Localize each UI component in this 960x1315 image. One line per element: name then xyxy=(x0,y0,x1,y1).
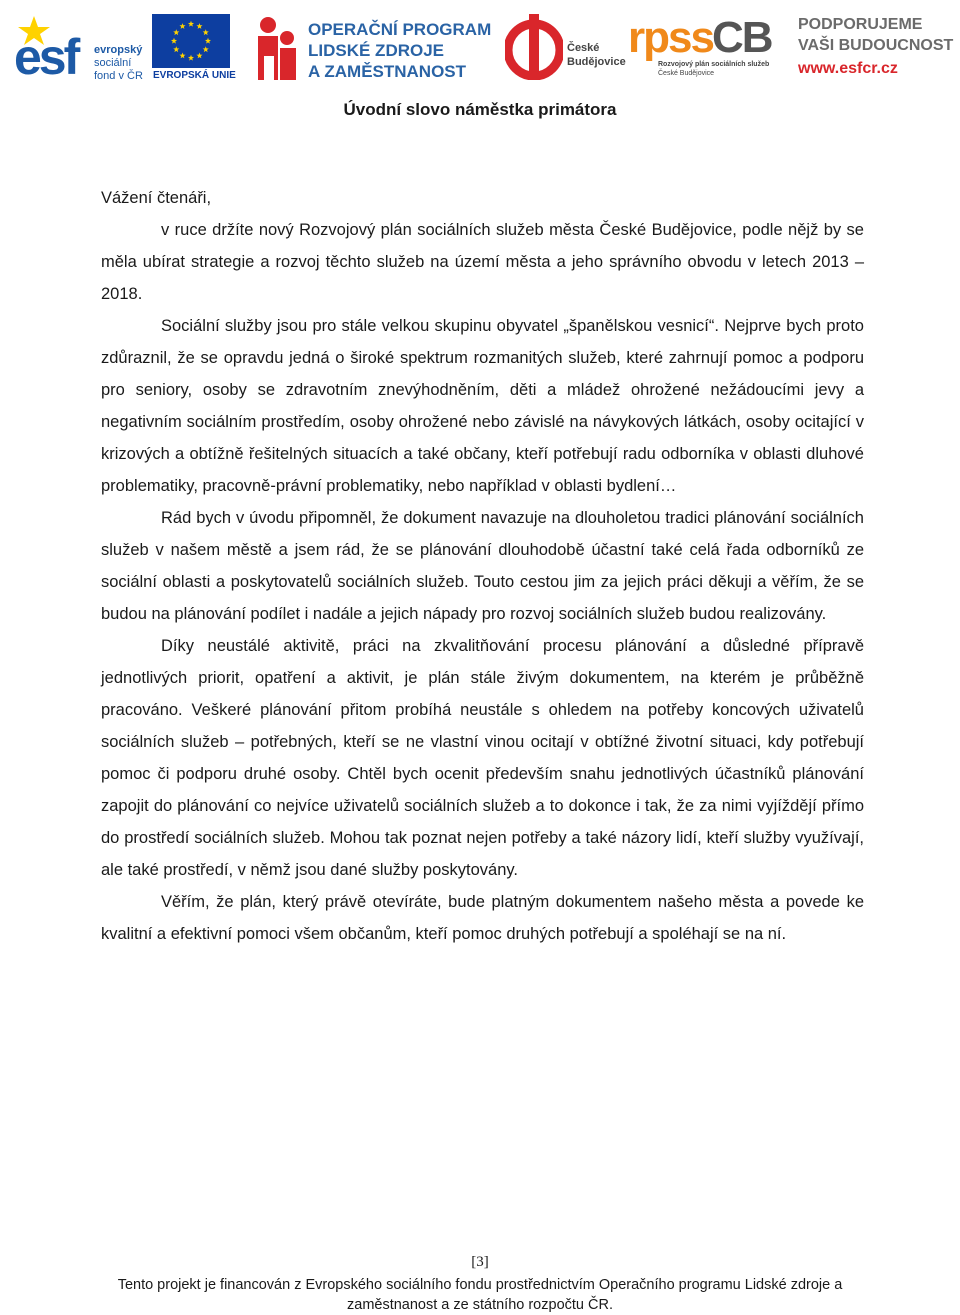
paragraph: Díky neustálé aktivitě, práci na zkvalitňování procesu plánování a důsledné přípravě jednotlivých priorit, opatření a aktivit, je plán stále živým dokumentem, na kterém je průběžně pracováno. Veškeré plánování přitom probíhá neustále s ohledem na potřeby koncových uživatelů sociálních služeb – potřebných, kteří se ne vlastní vinou ocitají v obtížné životní situaci, kdy potřebují pomoc či podporu druhé osoby. Chtěl bych ocenit především snahu jednotlivých účastníků plánování zapojit do plánování co nejvíce uživatelů sociálních služeb a to dokonce i tak, že za nimi vyjíždějí přímo do prostředí sociálních služeb. Mohou tak poznat nejen potřeby a také názory lidí, kteří služby využívají, ale také prostředí, v němž jsou dané služby poskytovány. xyxy=(101,637,864,879)
esf-logo xyxy=(14,14,149,85)
eu-logo xyxy=(152,14,236,82)
footer-line: Tento projekt je financován z Evropského sociálního fondu prostřednictvím Operačního programu Lidské zdroje a xyxy=(117,1277,843,1293)
rpss-text-line1: Rozvojový plán sociálních služeb xyxy=(658,61,770,68)
rpss-wordmark: rpss xyxy=(628,13,713,62)
esf-text-line2: sociální xyxy=(94,57,132,69)
rpss-logo xyxy=(628,14,773,84)
esf-text-line1: evropský xyxy=(94,44,143,56)
footer-line: zaměstnanost a ze státního rozpočtu ČR. xyxy=(347,1297,613,1313)
paragraph: v ruce držíte nový Rozvojový plán sociálních služeb města České Budějovice, podle nějž by se měla ubírat strategie a rozvoj těchto služeb na území města a jeho správního obvodu v letech 2013 – 2018. xyxy=(101,221,864,303)
paragraph: Věřím, že plán, který právě otevíráte, bude platným dokumentem našeho města a povede ke kvalitní a efektivní pomoci všem občanům, kteří pomoc druhých potřebují a spoléhají se na ní. xyxy=(101,893,864,943)
letter-body xyxy=(101,182,864,950)
paragraph: Rád bych v úvodu připomněl, že dokument navazuje na dlouholetou tradici plánování sociálních služeb v našem městě a jsem rád, že se plánování dlouhodobě účastní také celá řada odborníků ze sociální oblasti a poskytovatelů sociálních služeb. Touto cestou jim za jejich práci děkuji a věřím, že se budou na plánování podílet i nadále a jejich nápady pro rozvoj sociálních služeb budou realizovány. xyxy=(101,509,864,623)
eu-flag-icon xyxy=(152,14,230,68)
support-line2: VAŠI BUDOUCNOST xyxy=(798,37,954,54)
support-line1: PODPORUJEME xyxy=(798,16,923,33)
page-title: Úvodní slovo náměstka primátora xyxy=(343,100,617,119)
eu-caption: EVROPSKÁ UNIE xyxy=(153,70,236,81)
salutation: Vážení čtenáři, xyxy=(101,189,212,207)
rpss-text-line2: České Budějovice xyxy=(658,70,715,77)
paragraph: Sociální služby jsou pro stále velkou skupinu obyvatel „španělskou vesnicí“. Nejprve bych proto zdůraznil, že se opravdu jedná o široké spektrum rozmanitých služeb, které zahrnují pomoc a podporu pro seniory, osoby se zdravotním znevýhodněním, děti a mládež ohrožené nežádoucími jevy a negativním sociálním prostředím, osoby ohrožené nebo závislé na návykových látkách, osoby ocitající v krizových a obtížně řešitelných situacích a také občany, kteří potřebují radu odborníka v oblasti dluhové problematiky, pracovně-právní problematiky, nebo například v oblasti bydlení… xyxy=(101,317,864,495)
rpss-wordmark-cb: CB xyxy=(712,13,772,62)
oplzz-line2: LIDSKÉ ZDROJE xyxy=(308,41,445,60)
page-number: [3] xyxy=(471,1254,489,1270)
oplzz-logo xyxy=(254,16,492,84)
support-logo xyxy=(798,16,958,82)
people-icon xyxy=(254,16,300,80)
esf-wordmark: esf xyxy=(14,29,78,85)
support-url: www.esfcr.cz xyxy=(798,60,898,77)
esf-text-line3: fond v ČR xyxy=(94,70,143,82)
city-logo xyxy=(505,14,626,84)
funding-footer xyxy=(90,1275,870,1315)
oplzz-line3: A ZAMĚSTNANOST xyxy=(308,62,467,81)
city-emblem-icon xyxy=(505,14,563,80)
logo-bar xyxy=(0,0,960,95)
city-text-line2: Budějovice xyxy=(567,56,626,68)
city-text-line1: České xyxy=(567,42,600,54)
oplzz-line1: OPERAČNÍ PROGRAM xyxy=(308,20,492,39)
